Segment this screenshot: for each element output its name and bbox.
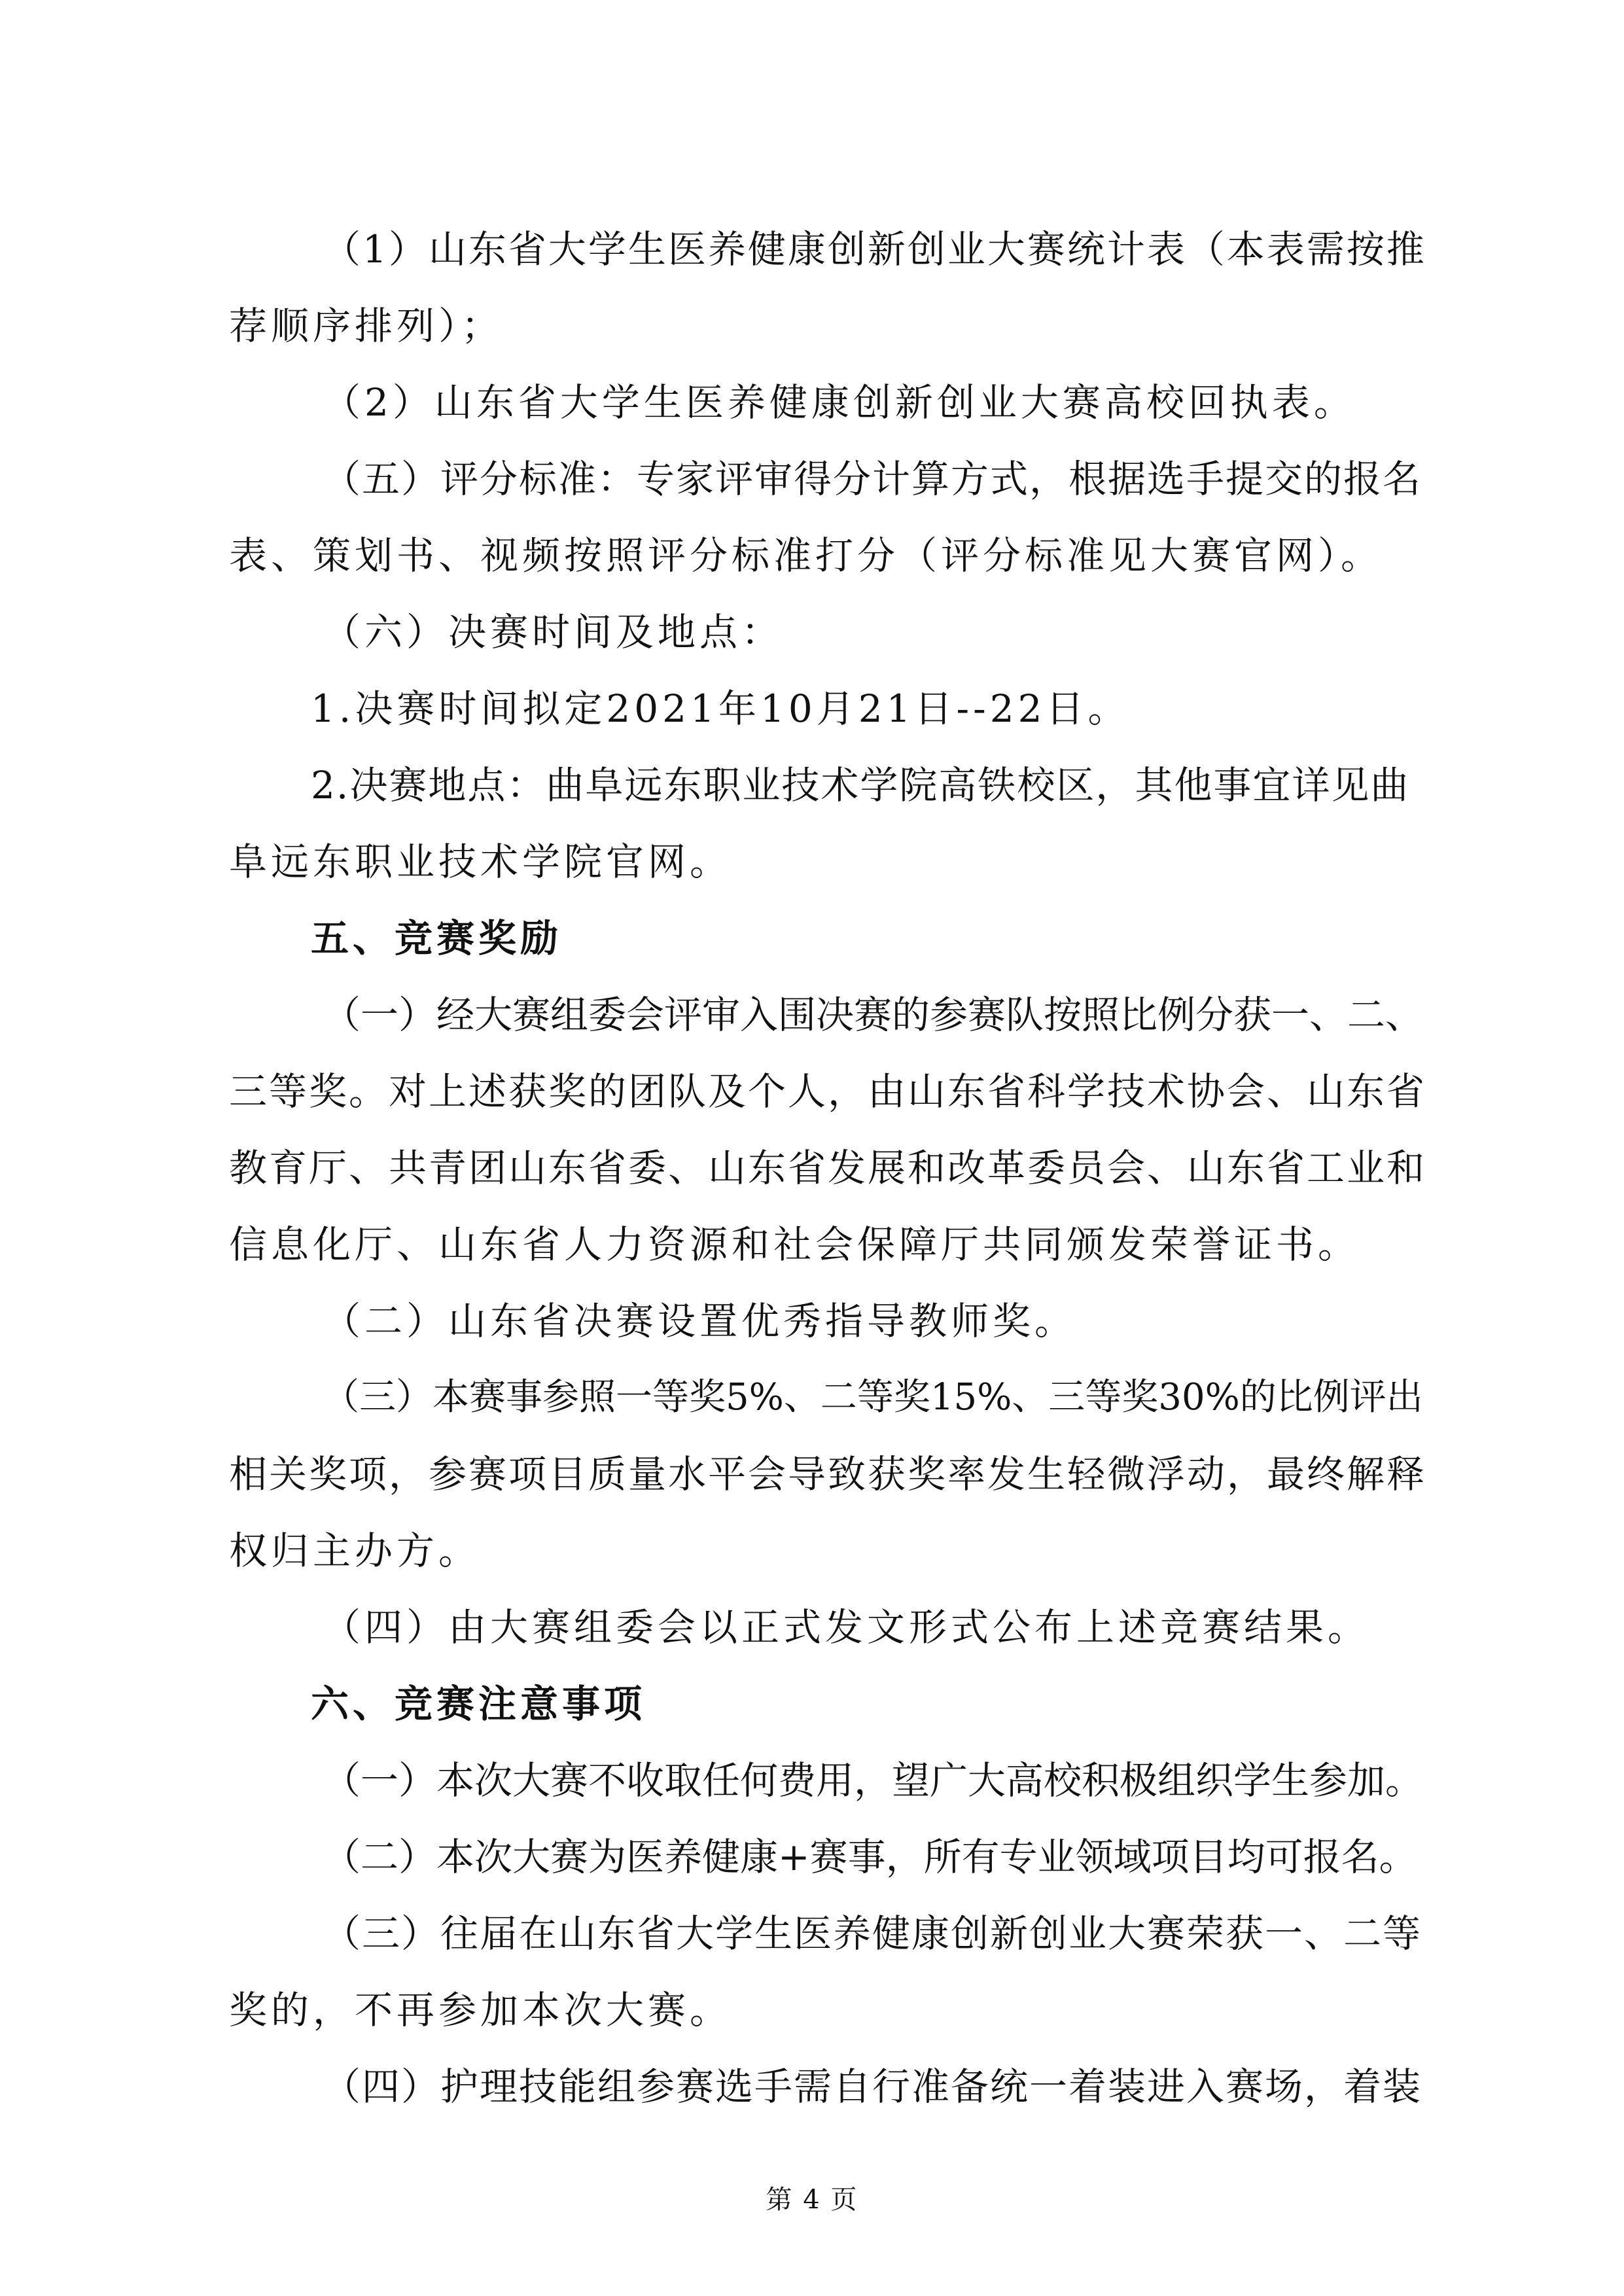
page-number: 第 4 页 [766, 2185, 858, 2215]
paragraph-line: 三等奖。对上述获奖的团队及个人，由山东省科学技术协会、山东省 [229, 1069, 1427, 1114]
paragraph-line: 奖的，不再参加本次大赛。 [229, 1988, 732, 2032]
paragraph-line: （2）山东省大学生医养健康创新创业大赛高校回执表。 [323, 380, 1356, 425]
paragraph-line: （四）护理技能组参赛选手需自行准备统一着装进入赛场，着装 [323, 2064, 1422, 2109]
paragraph-line: 1.决赛时间拟定2021年10月21日--22日。 [311, 686, 1130, 731]
paragraph-line: 教育厅、共青团山东省委、山东省发展和改革委员会、山东省工业和 [229, 1146, 1427, 1190]
paragraph-line: （二）山东省决赛设置优秀指导教师奖。 [323, 1299, 1077, 1343]
paragraph-line: 阜远东职业技术学院官网。 [229, 839, 732, 884]
paragraph-line: （四）由大赛组委会以正式发文形式公布上述竞赛结果。 [323, 1605, 1370, 1650]
paragraph-line: 相关奖项，参赛项目质量水平会导致获奖率发生轻微浮动，最终解释 [229, 1452, 1427, 1496]
paragraph-line: （二）本次大赛为医养健康+赛事，所有专业领域项目均可报名。 [323, 1835, 1417, 1879]
paragraph-line: 权归主办方。 [229, 1528, 481, 1573]
section-heading: 五、竞赛奖励 [311, 916, 563, 961]
paragraph-line: （五）评分标准：专家评审得分计算方式，根据选手提交的报名 [323, 457, 1422, 501]
paragraph-line: （三）往届在山东省大学生医养健康创新创业大赛荣获一、二等 [323, 1911, 1422, 1956]
paragraph-line: （六）决赛时间及地点： [323, 610, 784, 654]
paragraph-line: （三）本赛事参照一等奖5%、二等奖15%、三等奖30%的比例评出 [323, 1376, 1423, 1419]
paragraph-line: （一）本次大赛不收取任何费用，望广大高校积极组织学生参加。 [323, 1758, 1424, 1803]
paragraph-line: 2.决赛地点：曲阜远东职业技术学院高铁校区，其他事宜详见曲 [311, 763, 1410, 807]
paragraph-line: 表、策划书、视频按照评分标准打分（评分标准见大赛官网）。 [229, 533, 1383, 578]
paragraph-line: （1）山东省大学生医养健康创新创业大赛统计表（本表需按推 [323, 227, 1426, 272]
paragraph-line: 信息化厅、山东省人力资源和社会保障厅共同颁发荣誉证书。 [229, 1222, 1360, 1267]
paragraph-line: 荐顺序排列）； [229, 304, 504, 348]
section-heading: 六、竞赛注意事项 [311, 1682, 646, 1726]
paragraph-line: （一）经大赛组委会评审入围决赛的参赛队按照比例分获一、二、 [323, 993, 1424, 1037]
